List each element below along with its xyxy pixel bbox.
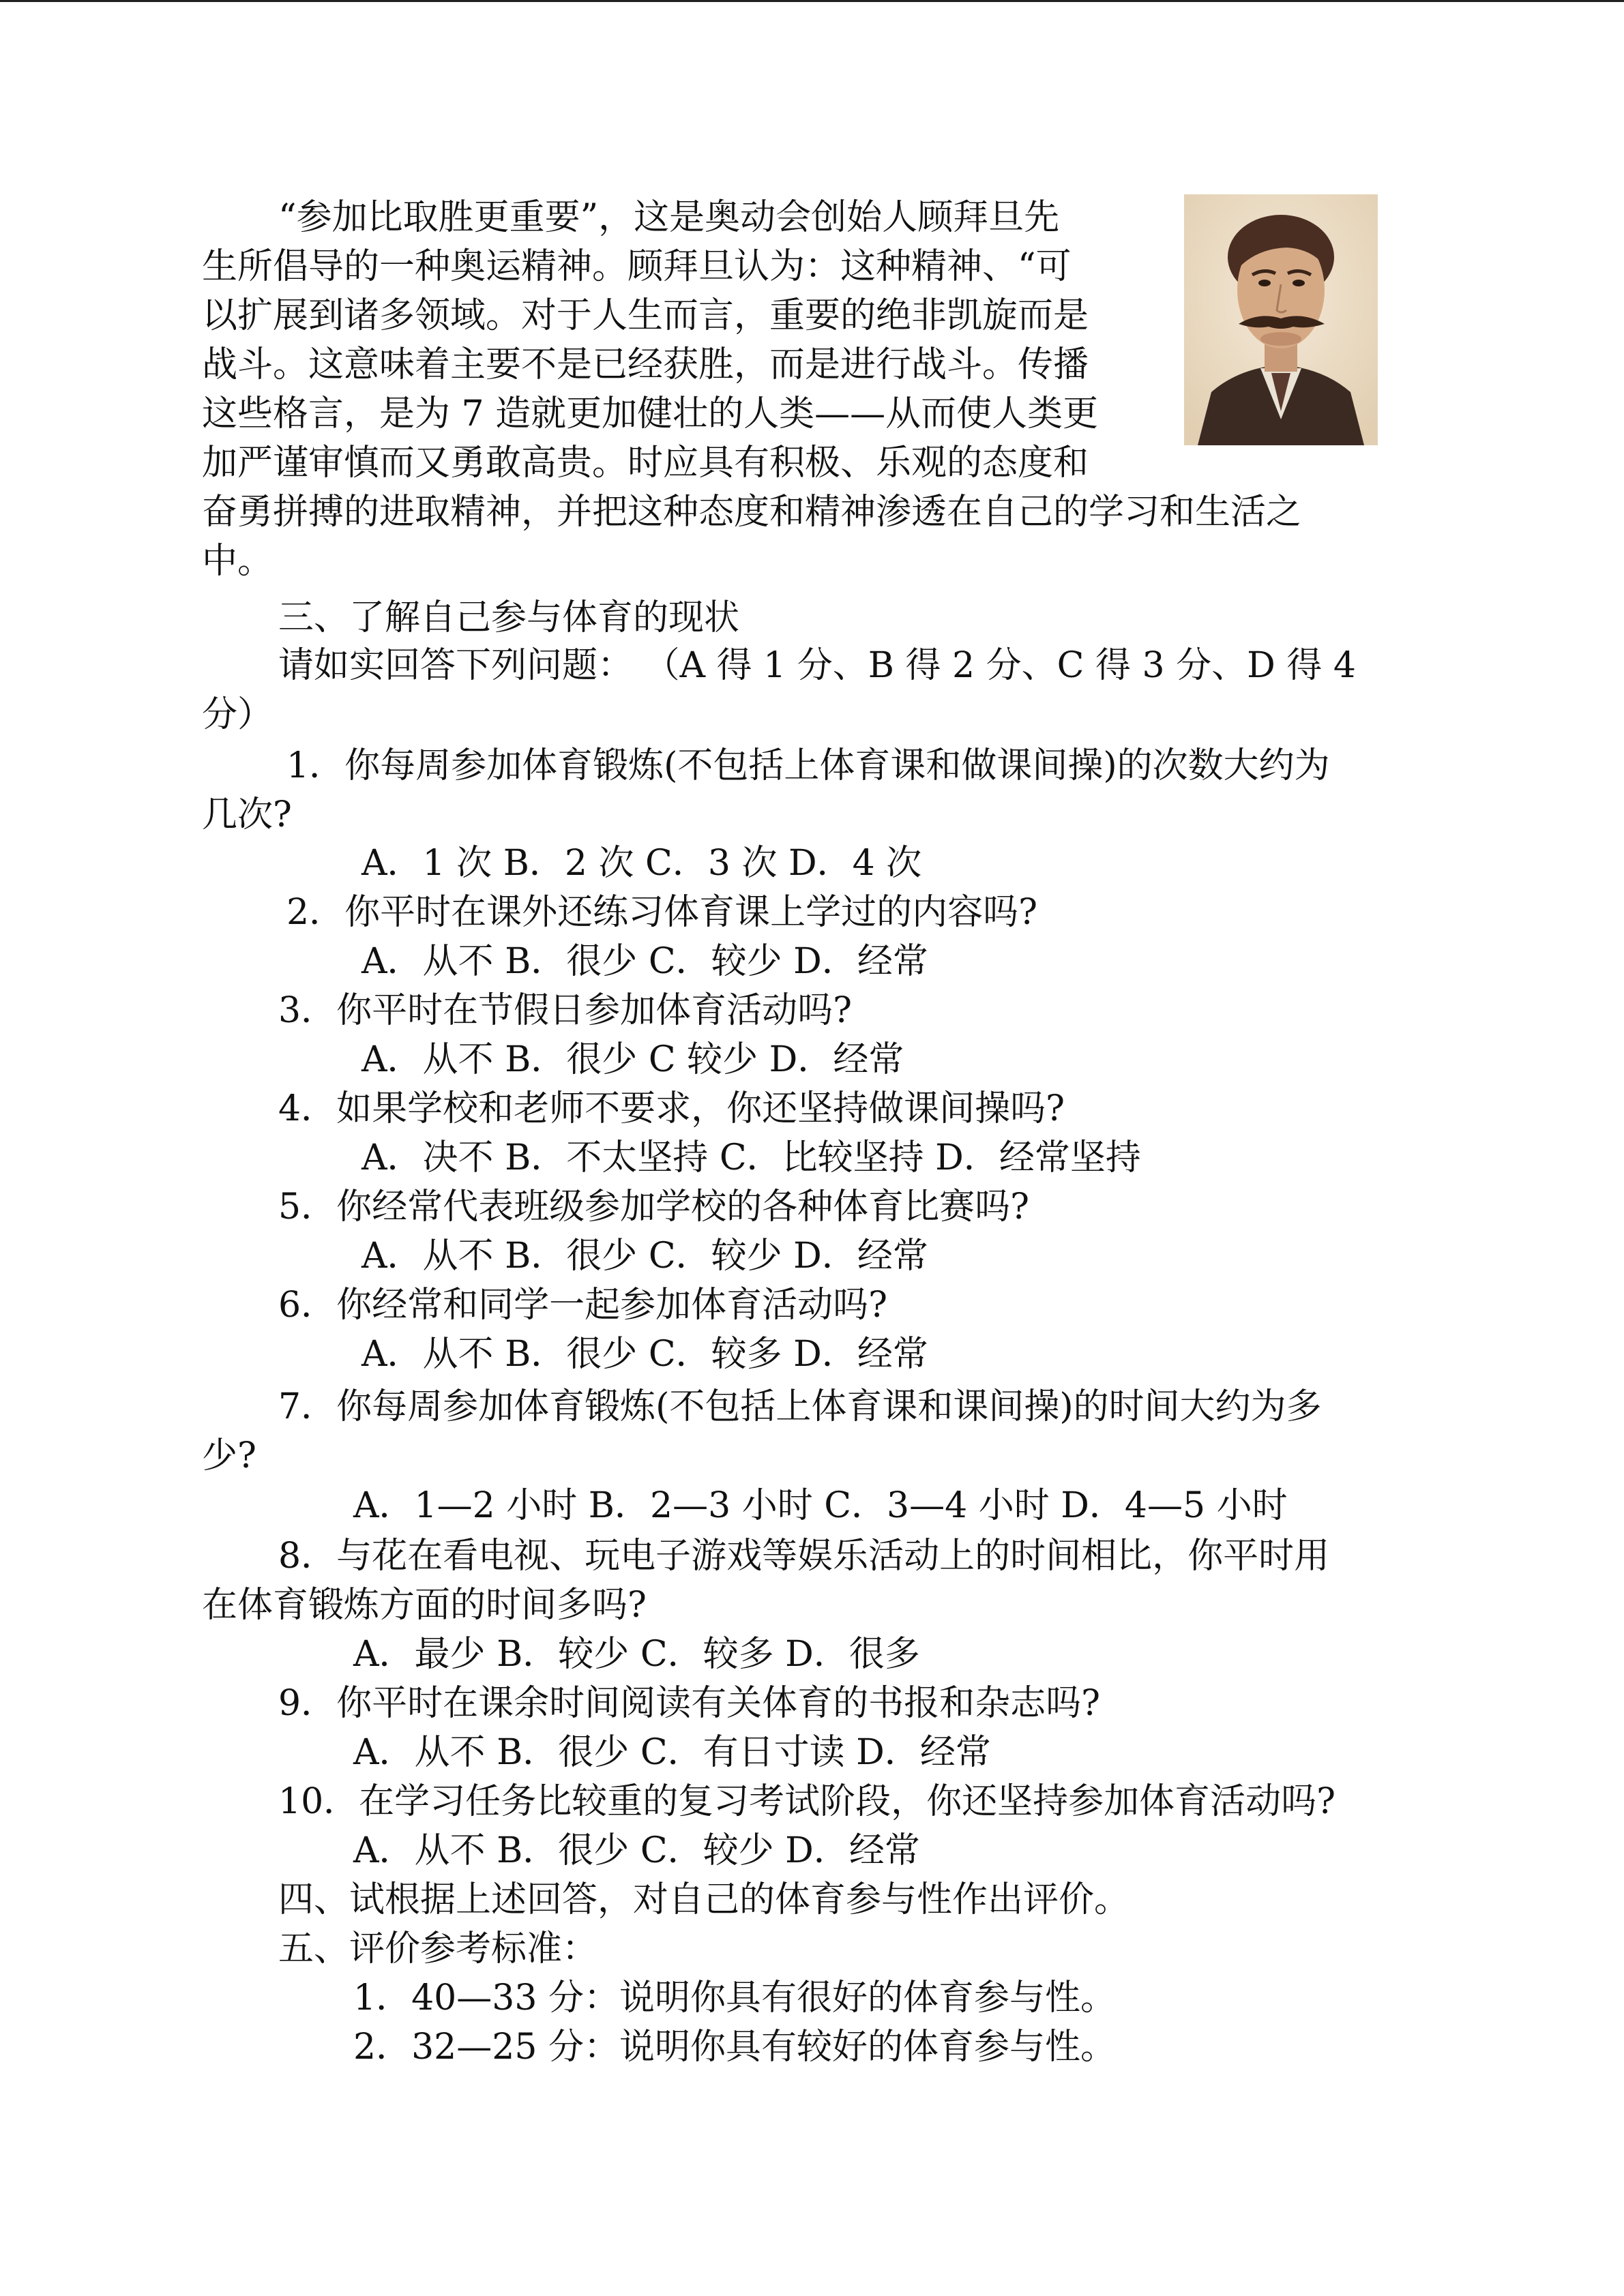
intro-line-7: 奋勇拼搏的进取精神，并把这种态度和精神渗透在自己的学习和生活之 [202, 492, 1302, 533]
question-8-cont: 在体育锻炼方面的时间多吗? [202, 1585, 647, 1626]
question-7-cont: 少? [202, 1435, 256, 1476]
portrait-photo [1184, 194, 1378, 445]
intro-line-4: 战斗。这意味着主要不是已经获胜，而是进行战斗。传播 [202, 344, 1089, 385]
question-1-options: A．1 次 B．2 次 C．3 次 D．4 次 [361, 843, 922, 884]
section-3-instruction-cont: 分） [202, 694, 274, 735]
section-5-item-2: 2．32—25 分：说明你具有较好的体育参与性。 [353, 2027, 1116, 2068]
section-5-title: 五、评价参考标准： [278, 1928, 598, 1969]
question-9-options: A．从不 B．很少 C．有日寸读 D．经常 [353, 1732, 991, 1773]
question-1: 1．你每周参加体育锻炼(不包括上体育课和做课间操)的次数大约为 [286, 745, 1330, 786]
intro-line-5: 这些格言，是为 7 造就更加健壮的人类——从而使人类更 [202, 393, 1099, 434]
question-2-options: A．从不 B．很少 C．较少 D．经常 [361, 941, 928, 982]
question-5: 5．你经常代表班级参加学校的各种体育比赛吗? [278, 1187, 1029, 1227]
question-4: 4．如果学校和老师不要求，你还坚持做课间操吗? [278, 1088, 1065, 1129]
intro-line-8: 中。 [202, 541, 274, 582]
section-4: 四、试根据上述回答，对自己的体育参与性作出评价。 [278, 1879, 1130, 1920]
question-1-cont: 几次? [202, 794, 292, 835]
question-8: 8．与花在看电视、玩电子游戏等娱乐活动上的时间相比，你平时用 [278, 1536, 1330, 1577]
question-3-options: A．从不 B．很少 C 较少 D．经常 [361, 1039, 904, 1080]
question-8-options: A．最少 B．较少 C．较多 D．很多 [353, 1634, 920, 1675]
question-6-options: A．从不 B．很少 C．较多 D．经常 [361, 1334, 928, 1375]
section-3-title: 三、了解自己参与体育的现状 [278, 597, 740, 638]
question-2: 2．你平时在课外还练习体育课上学过的内容吗? [286, 892, 1037, 933]
intro-line-1: “参加比取胜更重要”，这是奥动会创始人顾拜旦先 [278, 197, 1060, 238]
question-4-options: A．决不 B．不太坚持 C．比较坚持 D．经常坚持 [361, 1137, 1141, 1178]
question-5-options: A．从不 B．很少 C．较少 D．经常 [361, 1236, 928, 1277]
intro-line-2: 生所倡导的一种奥运精神。顾拜旦认为：这种精神、“可 [202, 246, 1072, 287]
section-3-instruction: 请如实回答下列问题： （A 得 1 分、B 得 2 分、C 得 3 分、D 得 4 [278, 645, 1356, 686]
question-7-options: A．1—2 小时 B．2—3 小时 C．3—4 小时 D．4—5 小时 [353, 1485, 1288, 1526]
question-10-options: A．从不 B．很少 C．较少 D．经常 [353, 1830, 920, 1871]
question-6: 6．你经常和同学一起参加体育活动吗? [278, 1285, 887, 1326]
question-3: 3．你平时在节假日参加体育活动吗? [278, 990, 852, 1031]
section-5-item-1: 1．40—33 分：说明你具有很好的体育参与性。 [353, 1978, 1116, 2018]
question-7: 7．你每周参加体育锻炼(不包括上体育课和课间操)的时间大约为多 [278, 1386, 1322, 1427]
intro-line-3: 以扩展到诸多领域。对于人生而言，重要的绝非凯旋而是 [202, 295, 1089, 336]
question-10: 10．在学习任务比较重的复习考试阶段，你还坚持参加体育活动吗? [278, 1781, 1336, 1822]
intro-line-6: 加严谨审慎而又勇敢高贵。时应具有积极、乐观的态度和 [202, 443, 1089, 483]
question-9: 9．你平时在课余时间阅读有关体育的书报和杂志吗? [278, 1683, 1100, 1724]
